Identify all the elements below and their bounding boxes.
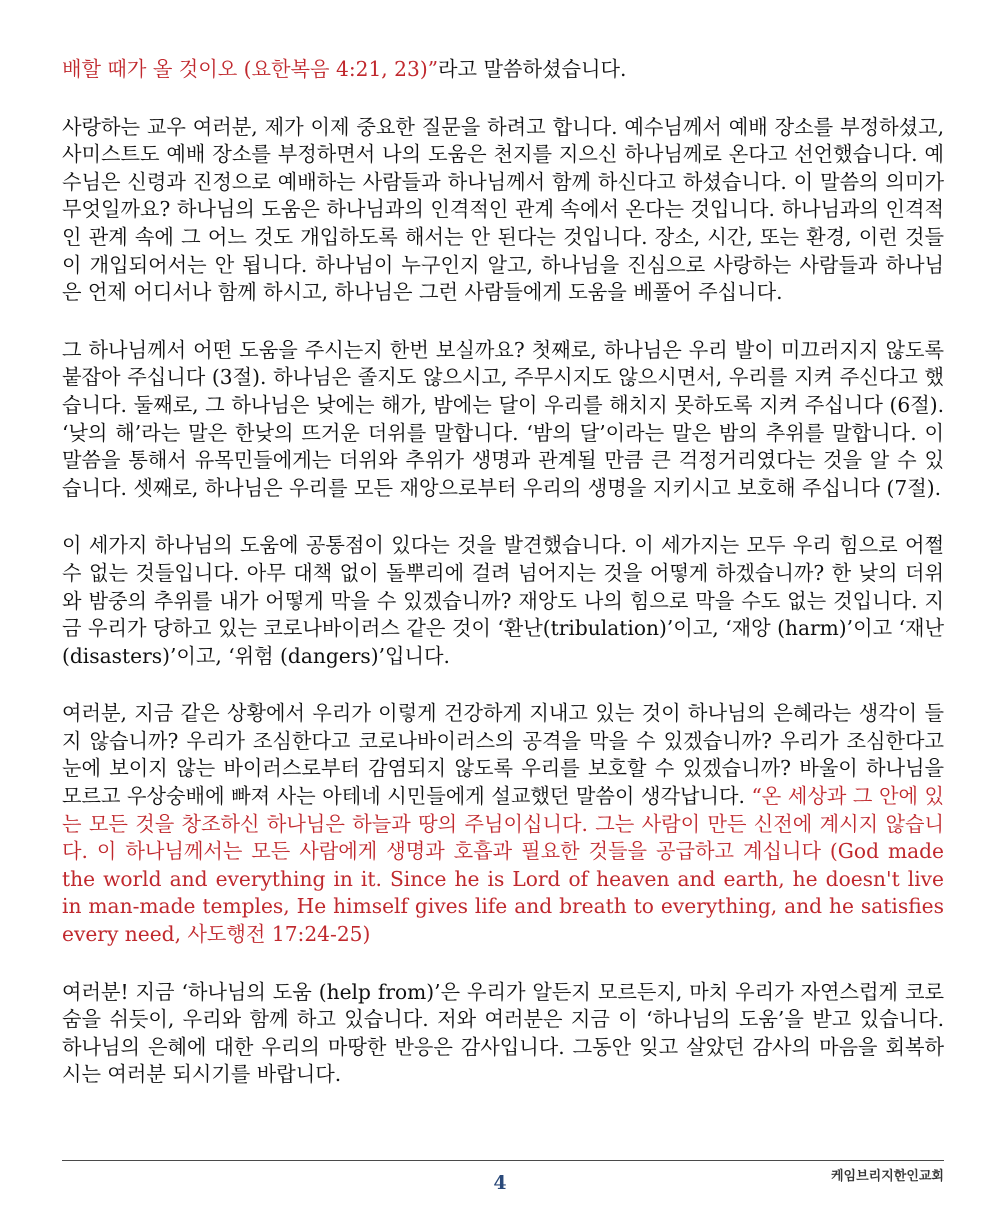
paragraph-1 bbox=[62, 56, 944, 84]
church-name: 케임브리지한인교회 bbox=[830, 1169, 944, 1184]
scripture-quote-acts: “온 세상과 그 안에 있는 모든 것을 창조하신 하나님은 하늘과 땅의 주님이십니다. 그는 사람이 만든 신전에 계시지 않습니다. 이 하나님께서는 모든 사람에게 생명과 호흡과 필요한 것들을 공급하고 계십니다 (God made the world and everything in it. Since he is Lord of heaven and earth, he doesn't live in man-made temples, He himself gives life and breath to everything, and he satisfies every need, 사도행전 17:24-25) bbox=[62, 784, 944, 947]
paragraph-6: 여러분! 지금 ‘하나님의 도움 (help from)’은 우리가 알든지 모르든지, 마치 우리가 자연스럽게 코로 숨을 쉬듯이, 우리와 함께 하고 있습니다. 저와 여러분은 지금 이 ‘하나님의 도움’을 받고 있습니다. 하나님의 은혜에 대한 우리의 마땅한 반응은 감사입니다. 그동안 잊고 살았던 감사의 마음을 회복하시는 여러분 되시기를 바랍니다. bbox=[62, 979, 944, 1087]
paragraph-3: 그 하나님께서 어떤 도움을 주시는지 한번 보실까요? 첫째로, 하나님은 우리 발이 미끄러지지 않도록 붙잡아 주십니다 (3절). 하나님은 졸지도 않으시고, 주무시지도 않으시면서, 우리를 지켜 주신다고 했습니다. 둘째로, 그 하나님은 낮에는 해가, 밤에는 달이 우리를 해치지 못하도록 지켜 주십니다 (6절). ‘낮의 해’라는 말은 한낮의 뜨거운 더위를 말합니다. ‘밤의 달’이라는 말은 밤의 추위를 말합니다. 이 말씀을 통해서 유목민들에게는 더위와 추위가 생명과 관계될 만큼 큰 걱정거리였다는 것을 알 수 있습니다. 셋째로, 하나님은 우리를 모든 재앙으로부터 우리의 생명을 지키시고 보호해 주십니다 (7절). bbox=[62, 337, 944, 500]
document-body bbox=[62, 56, 944, 1119]
paragraph-1-tail: 라고 말씀하셨습니다. bbox=[438, 57, 627, 81]
scripture-quote-john: 배할 때가 올 것이오 (요한복음 4:21, 23)” bbox=[62, 57, 439, 81]
paragraph-5-text: 여러분, 지금 같은 상황에서 우리가 이렇게 건강하게 지내고 있는 것이 하나님의 은혜라는 생각이 들지 않습니까? 우리가 조심한다고 코로나바이러스의 공격을 막을 수 있겠습니까? 우리가 조심한다고 눈에 보이지 않는 바이러스로부터 감염되지 않도록 우리를 보호할 수 있겠습니까? 바울이 하나님을 모르고 우상숭배에 빠져 사는 아테네 시민들에게 설교했던 말씀이 생각납니다. bbox=[62, 701, 944, 809]
footer-divider bbox=[62, 1160, 944, 1161]
paragraph-5 bbox=[62, 700, 944, 948]
paragraph-4: 이 세가지 하나님의 도움에 공통점이 있다는 것을 발견했습니다. 이 세가지는 모두 우리 힘으로 어쩔 수 없는 것들입니다. 아무 대책 없이 돌뿌리에 걸려 넘어지는 것을 어떻게 하겠습니까? 한 낮의 더위와 밤중의 추위를 내가 어떻게 막을 수 있겠습니까? 재앙도 나의 힘으로 막을 수도 없는 것입니다. 지금 우리가 당하고 있는 코로나바이러스 같은 것이 ‘환난(tribulation)’이고, ‘재앙 (harm)’이고 ‘재난 (disasters)’이고, ‘위험 (dangers)’입니다. bbox=[62, 533, 944, 668]
paragraph-2: 사랑하는 교우 여러분, 제가 이제 중요한 질문을 하려고 합니다. 예수님께서 예배 장소를 부정하셨고, 사미스트도 예배 장소를 부정하면서 나의 도움은 천지를 지으신 하나님께로 온다고 선언했습니다. 예수님은 신령과 진정으로 예배하는 사람들과 하나님께서 함께 하신다고 하셨습니다. 이 말씀의 의미가 무엇일까요? 하나님의 도움은 하나님과의 인격적인 관계 속에서 온다는 것입니다. 하나님과의 인격적인 관계 속에 그 어느 것도 개입하도록 해서는 안 된다는 것입니다. 장소, 시간, 또는 환경, 이런 것들이 개입되어서는 안 됩니다. 하나님이 누구인지 알고, 하나님을 진심으로 사랑하는 사람들과 하나님은 언제 어디서나 함께 하시고, 하나님은 그런 사람들에게 도움을 베풀어 주십니다. bbox=[62, 114, 944, 305]
page-number: 4 bbox=[493, 1172, 507, 1194]
